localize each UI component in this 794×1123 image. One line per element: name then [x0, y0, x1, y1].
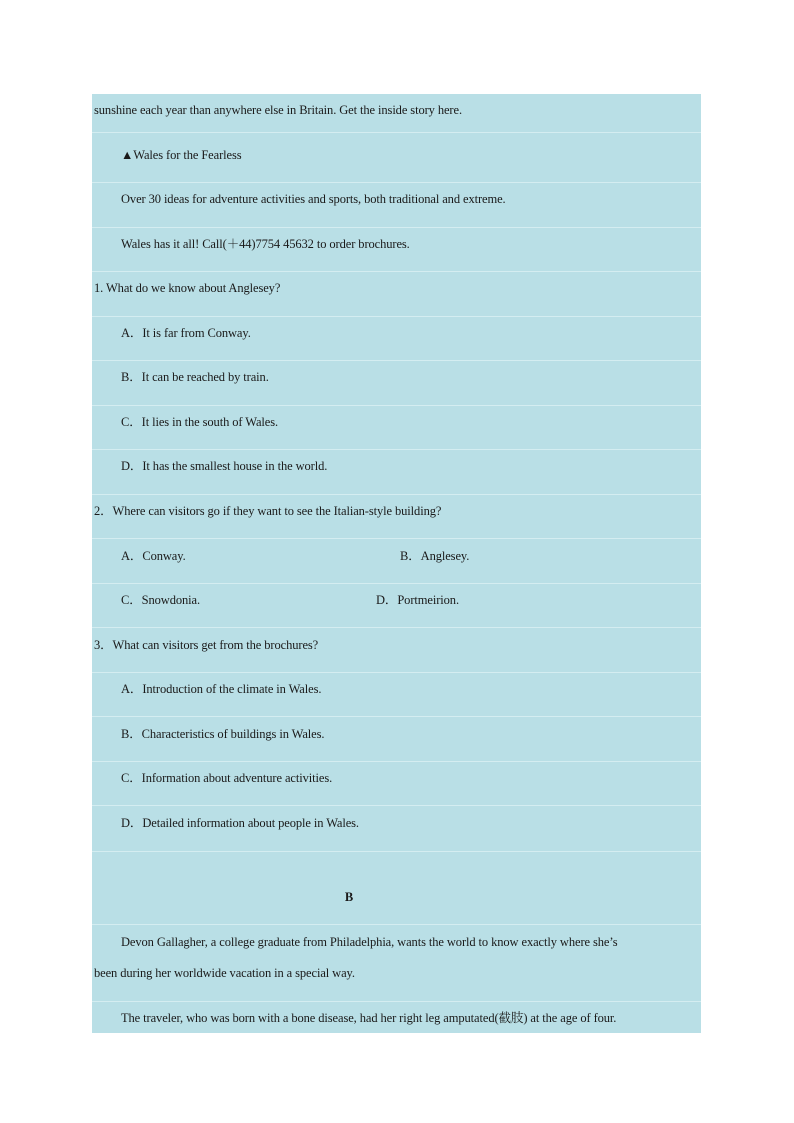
question-3-option-a: A．Introduction of the climate in Wales.: [121, 682, 322, 696]
divider: [92, 761, 701, 762]
question-3-option-c: C．Information about adventure activities.: [121, 771, 333, 785]
divider: [92, 672, 701, 673]
divider: [92, 851, 701, 852]
divider: [92, 627, 701, 628]
divider: [92, 494, 701, 495]
divider: [92, 449, 701, 450]
question-2-option-a: A．Conway.: [121, 549, 186, 563]
divider: [92, 405, 701, 406]
divider: [92, 316, 701, 317]
divider: [92, 271, 701, 272]
document-page-panel: [92, 94, 701, 1033]
question-2-option-d: D．Portmeirion.: [376, 593, 459, 607]
divider: [92, 182, 701, 183]
question-1-stem: 1. What do we know about Anglesey?: [94, 281, 281, 295]
question-1-option-c: C．It lies in the south of Wales.: [121, 415, 279, 429]
question-3-stem: 3．What can visitors get from the brochures?: [94, 638, 319, 652]
divider: [92, 716, 701, 717]
divider: [92, 805, 701, 806]
section-b-paragraph-1-line-2: been during her worldwide vacation in a special way.: [94, 966, 355, 980]
section-b-paragraph-2-line-1: The traveler, who was born with a bone disease, had her right leg amputated(截肢) at the age of four.: [121, 1011, 617, 1025]
divider: [92, 360, 701, 361]
brochure-text: Wales has it all! Call(＋44)7754 45632 to order brochures.: [121, 237, 410, 251]
question-1-option-b: B．It can be reached by train.: [121, 370, 269, 384]
section-b-paragraph-1-line-1: Devon Gallagher, a college graduate from Philadelphia, wants the world to know exactly where she’s: [121, 935, 618, 949]
divider: [92, 1001, 701, 1002]
question-2-option-c: C．Snowdonia.: [121, 593, 201, 607]
section-b-heading: B: [344, 890, 354, 904]
divider: [92, 132, 701, 133]
divider: [92, 227, 701, 228]
divider: [92, 583, 701, 584]
question-3-option-d: D．Detailed information about people in Wales.: [121, 816, 359, 830]
question-3-option-b: B．Characteristics of buildings in Wales.: [121, 727, 325, 741]
question-2-option-b: B．Anglesey.: [400, 549, 470, 563]
intro-text-line: sunshine each year than anywhere else in Britain. Get the inside story here.: [94, 103, 462, 117]
question-2-stem: 2．Where can visitors go if they want to see the Italian-style building?: [94, 504, 442, 518]
adventure-text: Over 30 ideas for adventure activities and sports, both traditional and extreme.: [121, 192, 506, 206]
divider: [92, 538, 701, 539]
section-title-wales-fearless: ▲Wales for the Fearless: [121, 148, 242, 162]
question-1-option-a: A．It is far from Conway.: [121, 326, 251, 340]
divider: [92, 924, 701, 925]
question-1-option-d: D．It has the smallest house in the world.: [121, 459, 328, 473]
